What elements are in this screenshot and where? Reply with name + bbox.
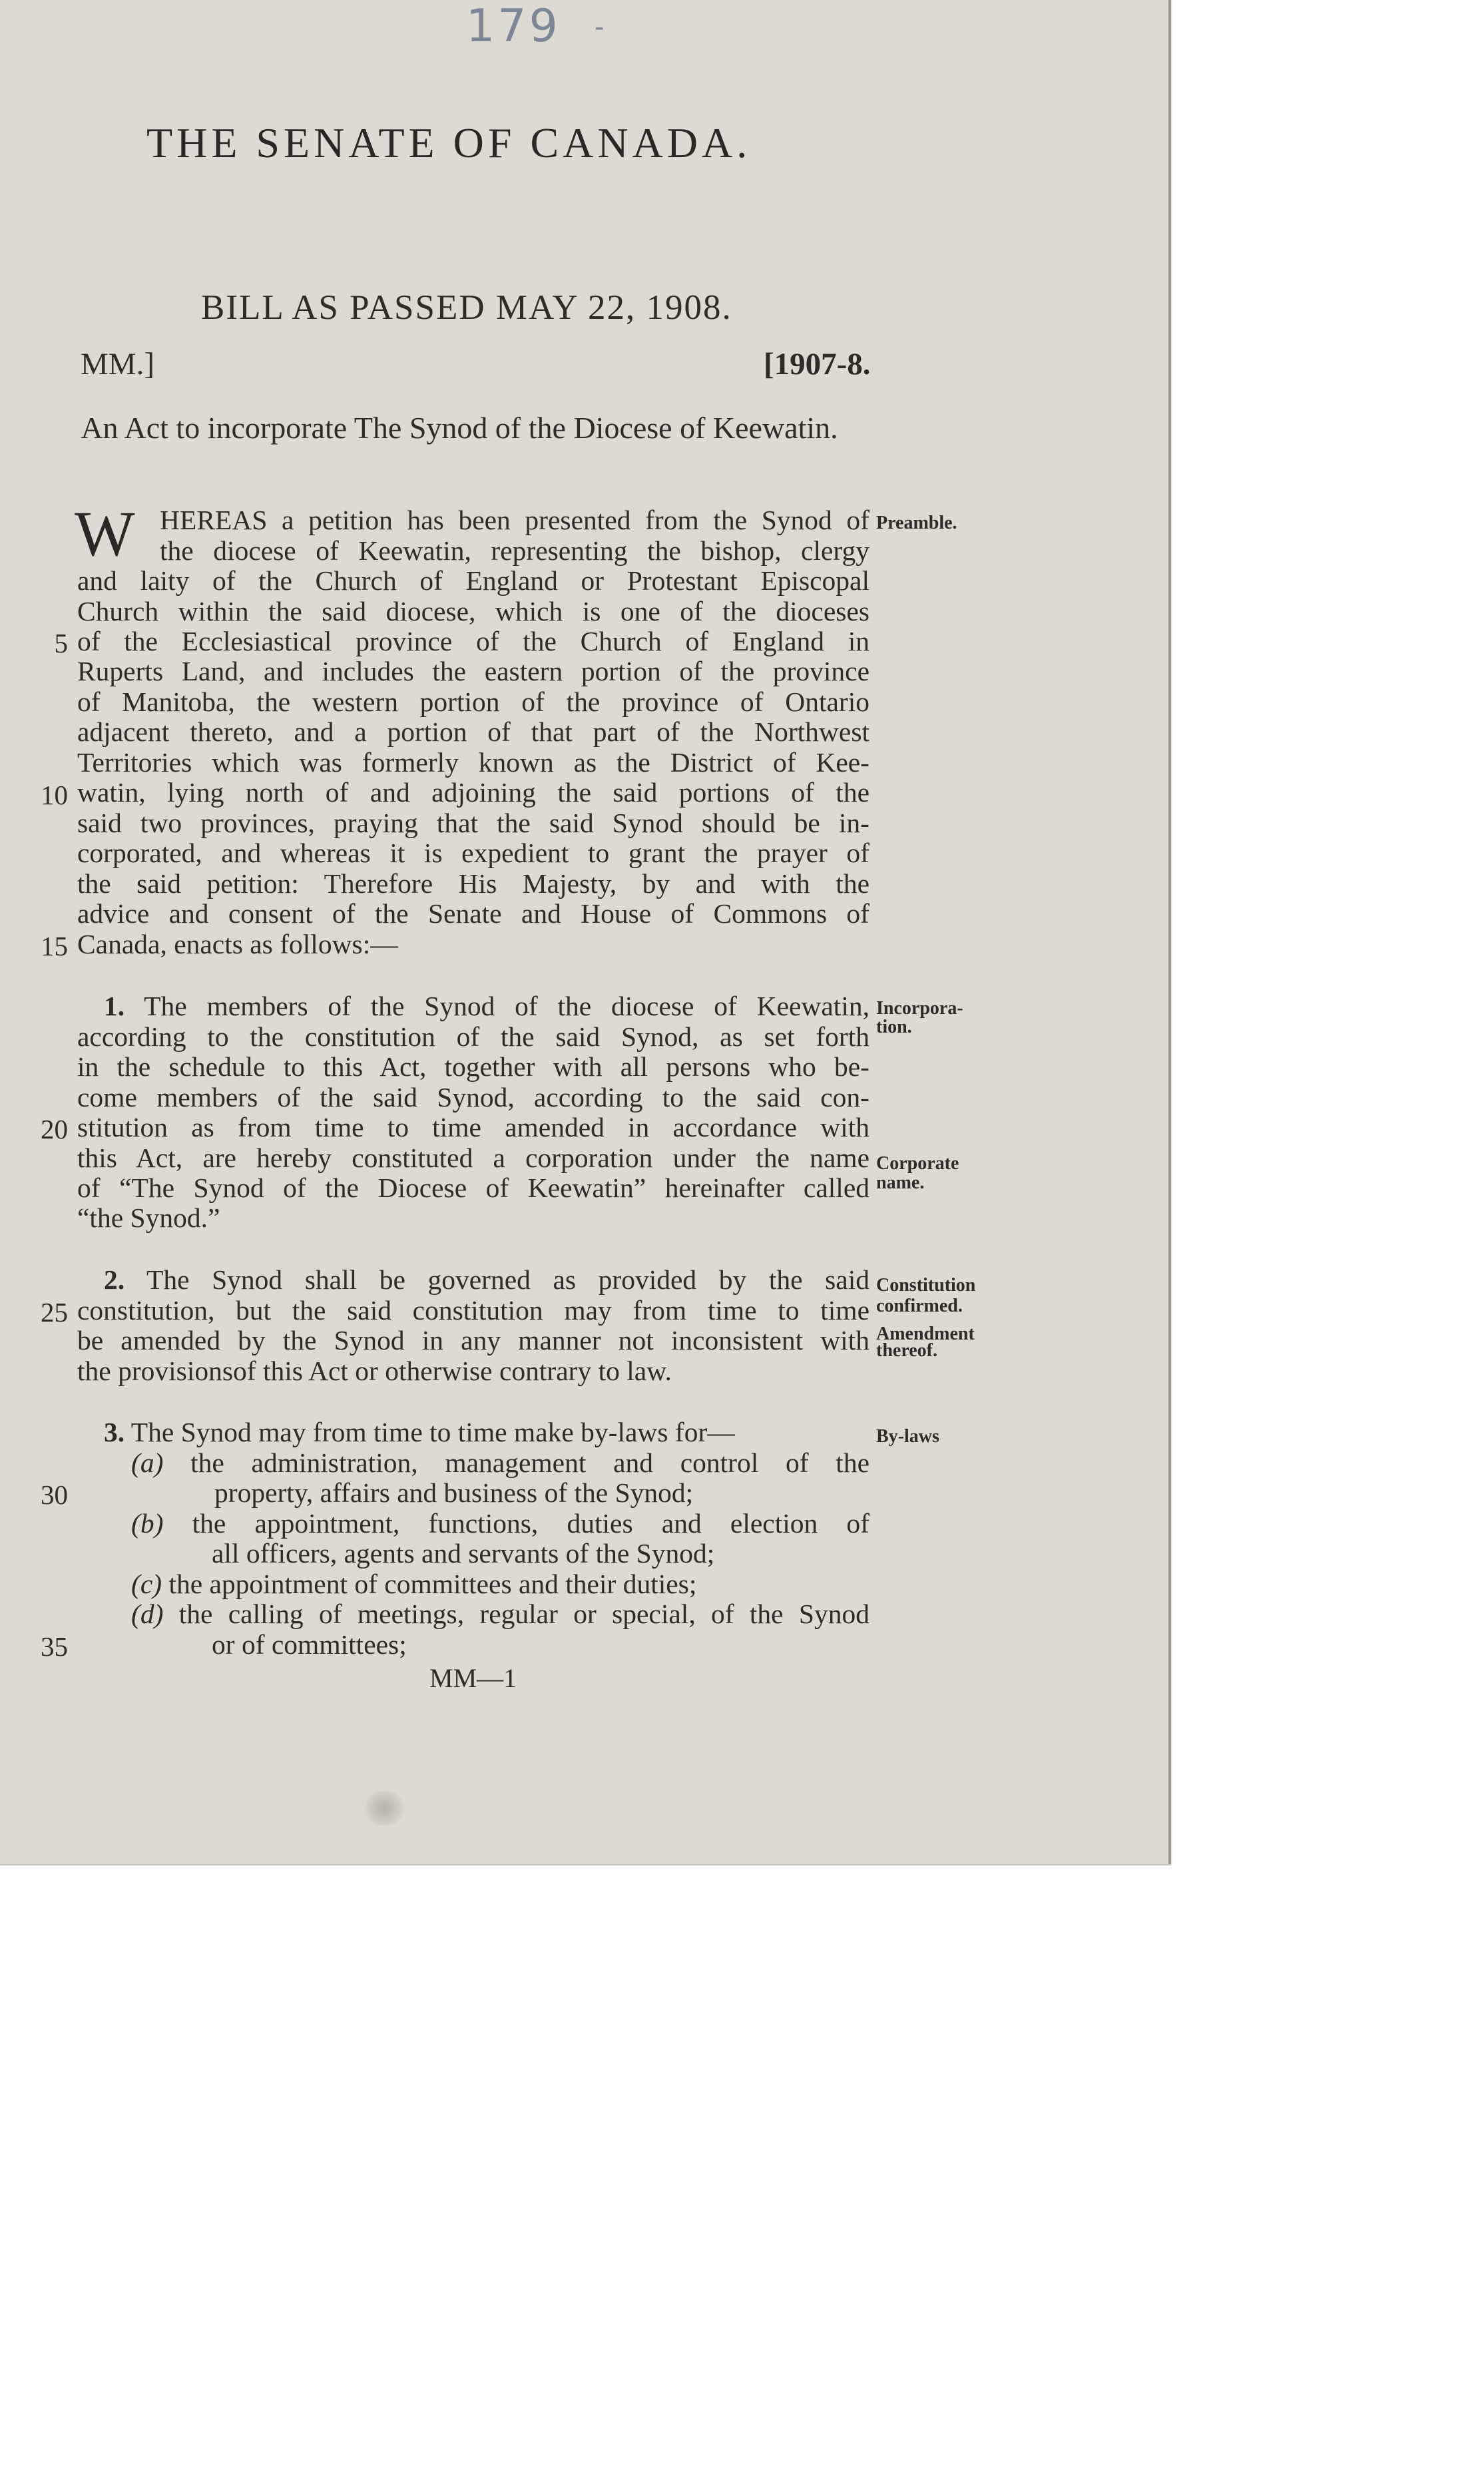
marginal-note-amendment: Amendment (876, 1324, 975, 1344)
paper-smudge (363, 1791, 405, 1826)
bylaw-item-c (131, 1569, 869, 1599)
page-signature-code: MM—1 (429, 1663, 517, 1693)
item-text: the administration, management and control of the (190, 1447, 869, 1478)
item-label: (c) (131, 1569, 162, 1599)
preamble-line: HEREAS a petition has been presented from the Synod of (160, 505, 869, 535)
preamble-line: the diocese of Keewatin, representing the bishop, clergy (160, 535, 869, 566)
archive-stamp-mark: - (595, 12, 605, 43)
section-2-line: constitution, but the said constitution may from time to time (77, 1295, 869, 1326)
section-3-intro-text: The Synod may from time to time make by-laws for— (130, 1417, 735, 1447)
preamble-line: Ruperts Land, and includes the eastern portion of the province (77, 656, 869, 686)
line-number: 30 (41, 1479, 68, 1510)
section-1-number: 1. (104, 991, 125, 1021)
preamble-line: corporated, and whereas it is expedient to grant the prayer of (77, 838, 869, 868)
section-1-line (104, 991, 869, 1021)
institution-heading: THE SENATE OF CANADA. (146, 119, 752, 166)
preamble-line: adjacent thereto, and a portion of that part of the Northwest (77, 716, 869, 747)
archive-stamp-number: 179 (466, 0, 561, 53)
bill-reference: MM.] (81, 347, 154, 381)
section-2-line (104, 1264, 869, 1295)
section-1-line: this Act, are hereby constituted a corporation under the name (77, 1142, 869, 1173)
item-label: (b) (131, 1508, 164, 1539)
bylaw-item-a-cont: property, affairs and business of the Synod; (214, 1477, 694, 1508)
item-text: the calling of meetings, regular or special, of the Synod (178, 1599, 869, 1629)
section-3-number: 3. (104, 1417, 125, 1447)
item-text: the appointment, functions, duties and election of (192, 1508, 870, 1539)
section-2-number: 2. (104, 1264, 125, 1295)
item-text: the appointment of committees and their duties; (168, 1569, 697, 1599)
line-number: 5 (54, 628, 68, 658)
section-1-line: of “The Synod of the Diocese of Keewatin” hereinafter called (77, 1172, 869, 1203)
line-number: 35 (41, 1631, 68, 1662)
marginal-note-bylaws: By-laws (876, 1426, 939, 1447)
preamble-line: the said petition: Therefore His Majesty, by and with the (77, 868, 869, 899)
line-number: 10 (41, 780, 68, 810)
page-edge (0, 1864, 1171, 1865)
marginal-note-incorporation-cont: tion. (876, 1017, 912, 1037)
bill-status-heading: BILL AS PASSED MAY 22, 1908. (201, 288, 732, 327)
session-reference: [1907-8. (764, 347, 871, 381)
bylaw-item-b (131, 1508, 869, 1539)
preamble-line: Canada, enacts as follows:— (77, 929, 398, 959)
preamble-dropcap: W (75, 498, 135, 569)
item-label: (a) (131, 1447, 164, 1478)
marginal-note-corporate-name-cont: name. (876, 1172, 925, 1193)
bylaw-item-d (131, 1599, 869, 1629)
bylaw-item-a (131, 1447, 869, 1478)
marginal-note-constitution-cont: confirmed. (876, 1296, 963, 1316)
marginal-note-incorporation: Incorpora- (876, 998, 963, 1019)
preamble-line: Church within the said diocese, which is one of the dioceses (77, 596, 869, 626)
preamble-line: watin, lying north of and adjoining the said portions of the (77, 777, 869, 808)
preamble-line: said two provinces, praying that the said Synod should be in- (77, 808, 869, 838)
bylaw-item-b-cont: all officers, agents and servants of the Synod; (212, 1538, 715, 1569)
section-1-line: “the Synod.” (77, 1202, 220, 1233)
marginal-note-corporate-name: Corporate (876, 1153, 959, 1174)
item-label: (d) (131, 1599, 164, 1629)
preamble-line: of the Ecclesiastical province of the Church of England in (77, 626, 869, 656)
preamble-line: advice and consent of the Senate and House of Commons of (77, 898, 869, 929)
marginal-note-constitution: Constitution (876, 1275, 976, 1296)
marginal-note-preamble: Preamble. (876, 513, 957, 533)
section-3-intro (104, 1417, 869, 1447)
section-2-first-line: The Synod shall be governed as provided by the said (146, 1264, 869, 1295)
marginal-note-amendment-cont: thereof. (876, 1340, 937, 1361)
line-number: 25 (41, 1297, 68, 1328)
preamble-line: and laity of the Church of England or Protestant Episcopal (77, 565, 869, 596)
preamble-line: Territories which was formerly known as the District of Kee- (77, 747, 869, 778)
line-number: 20 (41, 1114, 68, 1144)
section-2-line: the provisionsof this Act or otherwise contrary to law. (77, 1356, 672, 1386)
section-1-line: according to the constitution of the said Synod, as set forth (77, 1021, 869, 1052)
section-1-line: come members of the said Synod, according to the said con- (77, 1082, 869, 1113)
line-number: 15 (41, 931, 68, 961)
bylaw-item-d-cont: or of committees; (212, 1629, 407, 1660)
section-1-first-line: The members of the Synod of the diocese of Keewatin, (144, 991, 869, 1021)
section-2-line: be amended by the Synod in any manner not inconsistent with (77, 1325, 869, 1356)
preamble-line: of Manitoba, the western portion of the province of Ontario (77, 686, 869, 717)
act-title: An Act to incorporate The Synod of the Diocese of Keewatin. (81, 411, 838, 445)
section-1-line: in the schedule to this Act, together with all persons who be- (77, 1051, 869, 1082)
section-1-line: stitution as from time to time amended in accordance with (77, 1112, 869, 1142)
